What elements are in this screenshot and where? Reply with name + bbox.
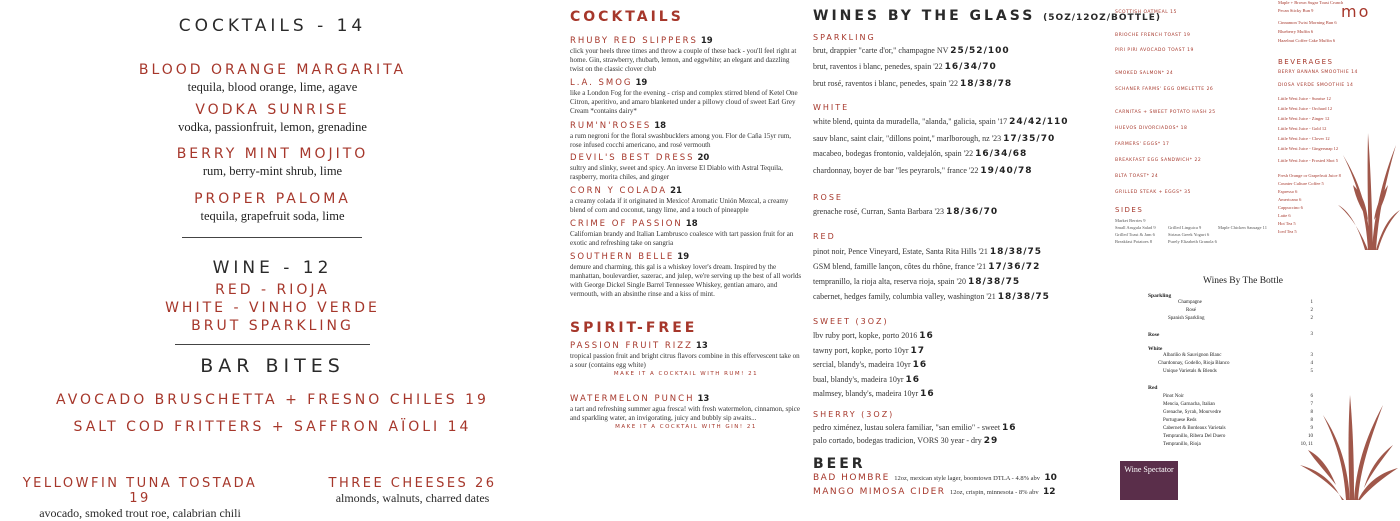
- wine-price: 18/38/75: [997, 292, 1050, 302]
- cocktail-price: 19: [700, 36, 713, 46]
- wine-price: 16: [920, 389, 935, 399]
- brunch-and-bottle-panel: [1113, 0, 1400, 500]
- wine-name: lbv ruby port: [813, 331, 855, 340]
- bottle-category: Pinot Noir: [1163, 394, 1184, 399]
- drink-name: PASSION FRUIT RIZZ: [570, 341, 693, 351]
- cocktail-name: RUM'N'ROSES: [570, 121, 652, 131]
- section-red: RED: [813, 232, 836, 241]
- bakery-item: Blueberry Muffin 6: [1278, 29, 1314, 34]
- beverage-item: Cappuccino 6: [1278, 205, 1303, 210]
- drink-description: a tart and refreshing summer agua fresca! with fresh watermelon, cinnamon, spice and sparkling water, an invigorating, juicy and bubbly sip awaits...: [570, 405, 800, 422]
- wine-item: [813, 46, 1010, 56]
- wine-spectator-badge: [1120, 461, 1178, 500]
- wine-price: 16/34/70: [944, 62, 997, 72]
- cocktail-description: a rum negroni for the floral swashbucklers among you. Flor de Caña 15yr rum, rose infused cocchi americano, and rosé vermouth: [570, 132, 792, 149]
- bottle-section-title: Sparkling: [1148, 293, 1172, 299]
- side-item: Striaus Greek Yogurt 6: [1168, 232, 1210, 237]
- wines-heading-text: WINES BY THE GLASS: [813, 8, 1036, 24]
- wine-details: , raventos i blanc, penedes, spain '22: [825, 62, 943, 71]
- bottle-page-number: 2: [1310, 308, 1313, 313]
- beer-item: [813, 487, 1055, 497]
- bakery-item: Pecan Sticky Bun 9: [1278, 8, 1314, 13]
- spirit-free-heading: SPIRIT-FREE: [570, 320, 698, 336]
- cocktail-item: [570, 219, 802, 248]
- wine-price: 24/42/110: [1009, 117, 1069, 127]
- section-sherry: SHERRY (3OZ): [813, 410, 895, 419]
- cocktail-item: [570, 186, 802, 215]
- wine-name: brut rosé: [813, 79, 842, 88]
- drink-item: [0, 62, 545, 95]
- wine-price: 19/40/78: [980, 166, 1033, 176]
- wine-name: white blend: [813, 117, 851, 126]
- wine-item: [813, 149, 1027, 159]
- wine-item: [813, 117, 1069, 127]
- drink-name: BERRY MINT MOJITO: [176, 146, 369, 162]
- bottle-page-number: 4: [1310, 361, 1313, 366]
- wine-price: 16: [919, 331, 934, 341]
- bakery-item: Cinnamon Twist Morning Bun 6: [1278, 20, 1337, 25]
- beverage-item: Hot Tea 5: [1278, 221, 1296, 226]
- wine-details: , blandy's, madeira 10yr: [826, 375, 904, 384]
- wine-details: , blandy's, madeira 10yr: [833, 360, 911, 369]
- bottle-section-title: Rose: [1148, 332, 1160, 338]
- wine-details: , lustau solera familiar, "san emilio" - sweet: [860, 423, 1001, 432]
- cocktail-name: SOUTHERN BELLE: [570, 252, 675, 262]
- cocktail-upgrade-note: MAKE IT A COCKTAIL WITH RUM! 21: [613, 371, 759, 377]
- beverage-item: Little West Juice - Gold 12: [1278, 126, 1327, 131]
- side-item: Purely Elizabeth Granola 6: [1168, 239, 1217, 244]
- wine-name: sercial: [813, 360, 834, 369]
- bottle-category: Tempranillo, Ribera Del Duero: [1163, 434, 1226, 439]
- section-rose: ROSE: [813, 193, 843, 202]
- bottle-category: Mencia, Garnacha, Italian: [1163, 402, 1215, 407]
- wine-item: [813, 207, 998, 217]
- wine-line: WHITE - VINHO VERDE: [165, 300, 380, 316]
- cocktail-name: CORN Y COLADA: [570, 186, 668, 196]
- wine-name: bual: [813, 375, 827, 384]
- bottle-category: Cabernet & Bordeaux Varietals: [1163, 426, 1226, 431]
- cocktails-heading: COCKTAILS - 14: [178, 16, 367, 36]
- beer-name: MANGO MIMOSA CIDER: [813, 487, 946, 497]
- bite-item: SALT COD FRITTERS + SAFFRON AÏOLI 14: [73, 419, 472, 435]
- bar-menu-panel: [0, 0, 545, 520]
- bite-description: avocado, smoked trout roe, calabrian chili: [39, 506, 241, 520]
- brunch-item: PIRI PIRI AVOCADO TOAST 19: [1115, 48, 1194, 53]
- divider: [175, 344, 370, 345]
- spirit-free-item: [570, 341, 802, 377]
- wine-price: 16: [905, 375, 921, 385]
- drink-price: 13: [697, 394, 710, 404]
- bottle-category: Spanish Sparkling: [1168, 316, 1205, 321]
- bottle-page-number: 10, 11: [1300, 442, 1313, 447]
- beverage-item: Little West Juice - Gingersnap 12: [1278, 146, 1339, 151]
- wine-name: brut: [813, 46, 826, 55]
- wine-item: [813, 346, 925, 356]
- beverage-item: BERRY BANANA SMOOTHIE 14: [1278, 70, 1358, 75]
- wine-name: malmsey: [813, 389, 842, 398]
- beverage-item: Latte 6: [1278, 213, 1291, 218]
- wine-item: [813, 423, 1017, 433]
- wine-name: pedro ximénez: [813, 423, 861, 432]
- bottle-page-number: 3: [1310, 353, 1313, 358]
- brunch-item: BLTA TOAST* 24: [1115, 174, 1159, 179]
- beverage-item: Iced Tea 5: [1278, 229, 1297, 234]
- wine-name: macabeo: [813, 149, 842, 158]
- wine-item: [813, 62, 997, 72]
- wine-price: 29: [983, 436, 999, 446]
- wine-price: 25/52/100: [950, 46, 1010, 56]
- wine-details: , quinta da muradella, "alanda," galicia, spain '17: [850, 117, 1008, 126]
- wine-item: [813, 79, 1012, 89]
- section-sparkling: SPARKLING: [813, 33, 876, 42]
- cocktail-item: [570, 153, 802, 182]
- agave-illustration-bottom: [1298, 390, 1400, 500]
- sides-heading: SIDES: [1115, 206, 1144, 214]
- wine-item: [813, 331, 934, 341]
- wine-price: 18/36/70: [945, 207, 999, 217]
- cocktail-item: [570, 78, 802, 116]
- wine-details: , bodegas tradicion, VORS 30 year - dry: [852, 436, 982, 445]
- wine-price: 18/38/75: [967, 277, 1021, 287]
- wine-name: grenache rosé: [813, 207, 858, 216]
- bottle-list-heading: Wines By The Bottle: [1203, 276, 1283, 286]
- wine-item: [813, 360, 927, 370]
- wine-price: 16: [1002, 423, 1017, 433]
- wine-details: , kopke, porto 2016: [854, 331, 918, 340]
- brunch-item: HUEVOS DIVORCIADOS* 18: [1115, 126, 1188, 131]
- cocktail-description: sultry and slinky, sweet and spicy. An inverse El Diablo with Astral Tequila, raspberry, morita chiles, and ginger: [570, 164, 783, 181]
- beer-name: BAD HOMBRE: [813, 473, 890, 483]
- wine-details: , famille lançon, côtes du rhône, france '21: [850, 262, 987, 271]
- divider: [182, 237, 362, 238]
- drink-item: [0, 146, 545, 179]
- bottle-category: Rosé: [1186, 308, 1196, 313]
- beverage-item: Espresso 6: [1278, 189, 1298, 194]
- brunch-item: CARNITAS + SWEET POTATO HASH 25: [1115, 110, 1216, 115]
- bottle-page-number: 7: [1310, 402, 1313, 407]
- bottle-page-number: 8: [1310, 410, 1313, 415]
- wine-item: [813, 292, 1050, 302]
- bottle-page-number: 1: [1310, 300, 1313, 305]
- badge-title: Wine Spectator: [1124, 465, 1174, 474]
- drink-description: tequila, grapefruit soda, lime: [200, 209, 345, 223]
- wine-details: , raventos i blanc, penedes, spain '22: [841, 79, 958, 88]
- bite-name: THREE CHEESES 26: [328, 476, 497, 491]
- wine-item: [813, 166, 1033, 176]
- brunch-item: BREAKFAST EGG SANDWICH* 22: [1115, 158, 1202, 163]
- beverage-item: Little West Juice - Clover 12: [1278, 136, 1330, 141]
- wine-details: , saint clair, "dillons point," marlborough, nz '23: [847, 134, 1002, 143]
- cocktail-item: [570, 252, 802, 299]
- bottle-category: Grenache, Syrah, Mourvedre: [1163, 410, 1222, 415]
- cocktail-item: [570, 36, 802, 74]
- bottle-page-number: 3: [1310, 332, 1313, 337]
- side-item: Small Arugula Salad 9: [1115, 225, 1156, 230]
- cocktail-price: 18: [685, 219, 698, 229]
- beverages-heading: BEVERAGES: [1278, 58, 1334, 66]
- wine-item: [813, 262, 1040, 272]
- cocktail-price: 19: [677, 252, 690, 262]
- beer-price: 12: [1042, 487, 1056, 497]
- cocktail-description: a creamy colada if it originated in Mexico! Aromatic Unión Mezcal, a creamy blend of corn and coconut, tangy lime, and a touch of pineapple: [570, 197, 789, 214]
- wine-name: cabernet: [813, 292, 841, 301]
- cocktail-name: DEVIL'S BEST DRESS: [570, 153, 695, 163]
- drink-name: VODKA SUNRISE: [195, 102, 350, 118]
- wine-item: [813, 277, 1020, 287]
- drink-name: WATERMELON PUNCH: [570, 394, 695, 404]
- cocktail-description: demure and charming, this gal is a whiskey lover's dream. Inspired by the manhattan, boulevardier, sazerac, and julep, we're serving up the best of all worlds with George Dickel Single Barrel Tennessee Whiskey, gentian amaro, and vermouth, with an absinthe rinse and a kiss of mint.: [570, 263, 802, 298]
- drink-description: rum, berry-mint shrub, lime: [202, 164, 343, 178]
- beer-price: 10: [1044, 473, 1057, 483]
- bite-item: [290, 476, 535, 506]
- wine-details: , drappier "carte d'or," champagne NV: [825, 46, 949, 55]
- side-item: Breakfast Potatoes 8: [1115, 239, 1152, 244]
- beverage-item: Little West Juice - Zinger 12: [1278, 116, 1330, 121]
- agave-illustration: [1338, 125, 1400, 250]
- wine-price: 16: [912, 360, 928, 370]
- bite-item: AVOCADO BRUSCHETTA + FRESNO CHILES 19: [56, 392, 489, 408]
- bottle-category: Unique Varietals & Blends: [1163, 369, 1217, 374]
- wine-name: tawny port: [813, 346, 848, 355]
- beverage-item: Counter Culture Coffee 5: [1278, 181, 1324, 186]
- bakery-item: Maple + Brown Sugar Toast Crunch: [1278, 0, 1344, 5]
- bottle-page-number: 5: [1310, 369, 1313, 374]
- beer-heading: BEER: [813, 456, 866, 472]
- bottle-page-number: 6: [1310, 394, 1313, 399]
- wine-price: 17: [910, 346, 926, 356]
- wine-details: , boyer de bar "les peyrarols," france '22: [849, 166, 979, 175]
- beverage-item: Fresh Orange or Grapefruit Juice 8: [1278, 173, 1341, 178]
- bottle-page-number: 10: [1308, 434, 1313, 439]
- cocktails-heading: COCKTAILS: [570, 9, 684, 25]
- bite-item: [10, 476, 270, 521]
- cocktail-name: RHUBY RED SLIPPERS: [570, 36, 698, 46]
- wine-details: , hedges family, columbia valley, washington '21: [840, 292, 996, 301]
- bottle-category: Champagne: [1178, 300, 1202, 305]
- wine-price: 18/38/75: [989, 247, 1043, 257]
- wine-name: tempranillo: [813, 277, 850, 286]
- wine-details: , la rioja alta, reserva rioja, spain '20: [849, 277, 966, 286]
- wine-details: , Pence Vineyard, Estate, Santa Rita Hills '21: [844, 247, 988, 256]
- side-item: Grilled Toast & Jam 6: [1115, 232, 1155, 237]
- wine-price: 17/36/72: [988, 262, 1041, 272]
- spirit-free-item: [570, 394, 802, 430]
- beer-details: 12oz, crispin, minnesota - 8% abv: [949, 489, 1039, 496]
- wine-details: , kopke, porto 10yr: [847, 346, 909, 355]
- wine-line: BRUT SPARKLING: [191, 318, 354, 334]
- wine-details: , bodegas frontonio, valdejalón, spain '22: [841, 149, 974, 158]
- bakery-item: Hazelnut Coffee Cake Muffin 6: [1278, 38, 1336, 43]
- cocktail-name: CRIME OF PASSION: [570, 219, 683, 229]
- wine-name: GSM blend: [813, 262, 851, 271]
- cocktail-description: like a London Fog for the evening - crisp and complex stirred blend of Ketel One Citron, aperitivo, and amaro blanketed under a pillowy cloud of sweet Earl Grey Cream *contains dairy*: [570, 89, 798, 115]
- wine-details: , Curran, Santa Barbara '23: [857, 207, 944, 216]
- bottle-category: Albariño & Sauvignon Blanc: [1163, 353, 1222, 358]
- beverage-item: Little West Juice - Frosted Shot 5: [1278, 158, 1339, 163]
- drink-item: [0, 191, 545, 224]
- wine-name: chardonnay: [813, 166, 850, 175]
- wine-item: [813, 375, 920, 385]
- cocktail-upgrade-note: MAKE IT A COCKTAIL WITH GIN! 21: [615, 424, 757, 430]
- wine-name: sauv blanc: [813, 134, 847, 143]
- beverage-item: Little West Juice - Orchard 12: [1278, 106, 1333, 111]
- wine-name: brut: [813, 62, 826, 71]
- cocktail-price: 19: [635, 78, 648, 88]
- bottle-section-title: White: [1148, 346, 1163, 352]
- wine-details: , blandy's, madeira 10yr: [841, 389, 919, 398]
- beverage-item: DIOSA VERDE SMOOTHIE 14: [1278, 83, 1354, 88]
- bottle-category: Tempranillo, Rioja: [1163, 442, 1201, 447]
- bottle-category: Portuguese Reds: [1163, 418, 1197, 423]
- bottle-page-number: 2: [1310, 316, 1313, 321]
- wine-name: pinot noir: [813, 247, 845, 256]
- wine-item: [813, 134, 1055, 144]
- wine-price: 17/35/70: [1003, 134, 1056, 144]
- bite-description: almonds, walnuts, charred dates: [335, 491, 490, 505]
- wine-line: RED - RIOJA: [215, 282, 330, 298]
- wine-list: [0, 281, 545, 335]
- bite-name: YELLOWFIN TUNA TOSTADA 19: [22, 476, 258, 506]
- drink-item: [0, 102, 545, 135]
- cocktail-item: [570, 121, 802, 150]
- section-sweet: SWEET (3OZ): [813, 317, 889, 326]
- beverage-item: Americano 6: [1278, 197, 1302, 202]
- beer-item: [813, 473, 1057, 483]
- wine-price: 18/38/78: [959, 79, 1013, 89]
- brunch-item: FARMERS' EGGS* 17: [1115, 142, 1170, 147]
- side-item: Market Berries 9: [1115, 218, 1146, 223]
- drink-description: vodka, passionfruit, lemon, grenadine: [178, 120, 367, 134]
- cocktail-description: Californian brandy and Italian Lambrusco coalesce with tart passion fruit for an exotic and refreshing take on sangria: [570, 230, 794, 247]
- drink-description: tequila, blood orange, lime, agave: [187, 80, 358, 94]
- cocktail-price: 21: [670, 186, 682, 196]
- restaurant-logo: mo: [1341, 2, 1371, 21]
- beer-details: 12oz, mexican style lager, boomtown DTLA - 4.8% abv: [894, 475, 1041, 482]
- brunch-item: GRILLED STEAK + EGGS* 35: [1115, 190, 1191, 195]
- wine-item: [813, 247, 1042, 257]
- wine-item: [813, 436, 998, 446]
- cocktail-name: L.A. SMOG: [570, 78, 633, 88]
- wine-item: [813, 389, 935, 399]
- pour-note: (5OZ/12OZ/BOTTLE): [1043, 13, 1161, 23]
- bottle-page-number: 8: [1310, 418, 1313, 423]
- brunch-item: BRIOCHE FRENCH TOAST 19: [1115, 33, 1191, 38]
- cocktail-description: click your heels three times and throw a couple of these back - you'll feel right at home. Gin, strawberry, rhubarb, lemon, and eggwhite; an elegant and dazzling twist on the classic clover club: [570, 47, 797, 73]
- drink-name: BLOOD ORANGE MARGARITA: [138, 62, 407, 78]
- wine-heading: WINE - 12: [212, 258, 333, 278]
- bottle-section-title: Red: [1148, 385, 1158, 391]
- drink-name: PROPER PALOMA: [194, 191, 351, 207]
- brunch-item: SCHANER FARMS' EGG OMELETTE 26: [1115, 87, 1214, 92]
- bar-bites-heading: BAR BITES: [200, 355, 345, 377]
- brunch-item: SMOKED SALMON* 24: [1115, 71, 1174, 76]
- cocktail-price: 20: [697, 153, 710, 163]
- side-item: Maple Chicken Sausage 11: [1218, 225, 1267, 230]
- drink-description: tropical passion fruit and bright citrus flavors combine in this effervescent take on a sour (contains egg white): [570, 352, 800, 369]
- bottle-category: Chardonnay, Godello, Rioja Blanco: [1158, 361, 1230, 366]
- wine-name: palo cortado: [813, 436, 853, 445]
- cocktail-price: 18: [654, 121, 667, 131]
- beverage-item: Little West Juice - Sunrise 12: [1278, 96, 1331, 101]
- section-white: WHITE: [813, 103, 850, 112]
- wine-price: 16/34/68: [975, 149, 1028, 159]
- wines-heading: [813, 8, 1161, 24]
- brunch-item: SCOTTISH OATMEAL 15: [1115, 10, 1177, 15]
- side-item: Grilled Linguica 9: [1168, 225, 1202, 230]
- bottle-page-number: 9: [1310, 426, 1313, 431]
- drink-price: 13: [695, 341, 708, 351]
